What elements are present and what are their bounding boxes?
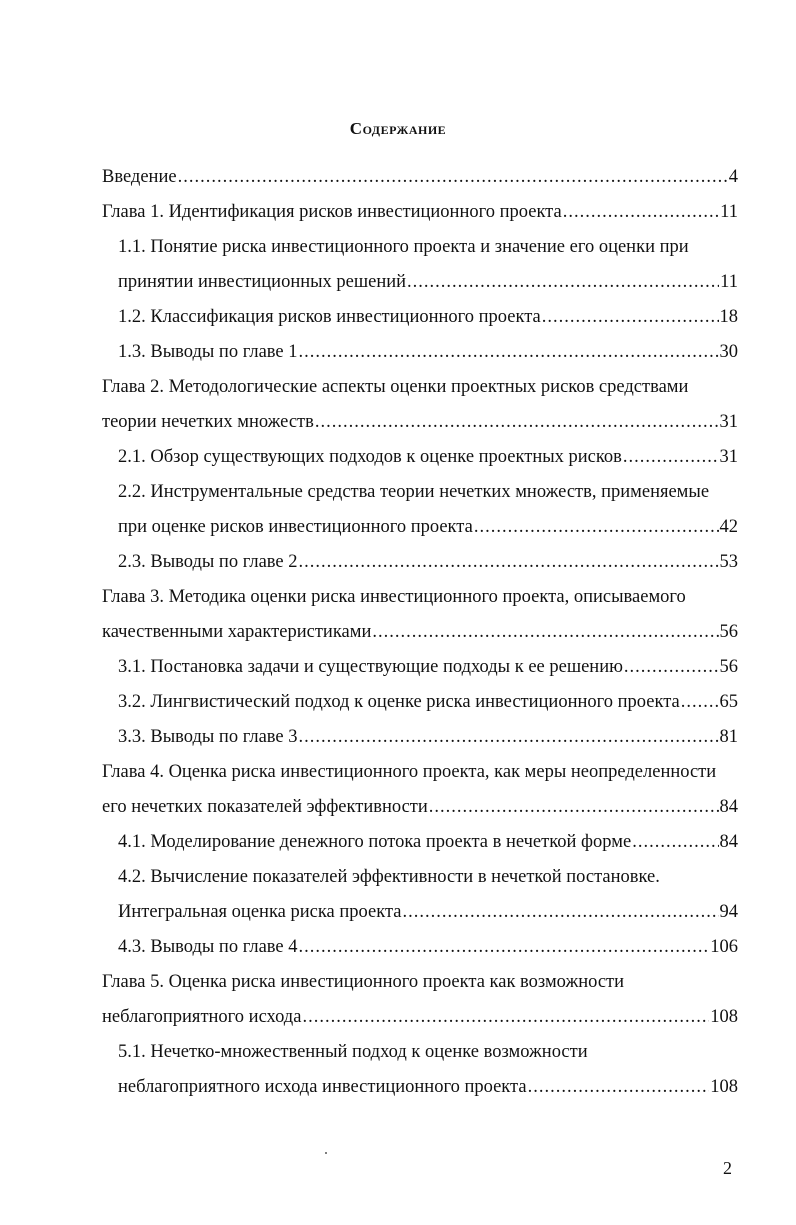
toc-entry[interactable] <box>102 195 738 230</box>
toc-entry-text: 5.1. Нечетко-множественный подход к оценке возможности <box>118 1042 588 1062</box>
toc-entry-text: 2.1. Обзор существующих подходов к оценке проектных рисков <box>118 447 622 467</box>
toc-leader-dots <box>474 510 719 545</box>
toc-page-number: 81 <box>719 727 738 747</box>
toc-entry-text: 1.3. Выводы по главе 1 <box>118 342 298 362</box>
toc-entry-text: принятии инвестиционных решений <box>118 272 407 292</box>
toc-entry[interactable] <box>118 335 738 370</box>
toc-entry[interactable] <box>102 965 738 1000</box>
toc-leader-dots <box>429 790 719 825</box>
toc-entry[interactable] <box>118 1035 738 1070</box>
toc-entry[interactable] <box>118 440 738 475</box>
toc-entry[interactable] <box>118 475 738 510</box>
page-number: 2 <box>723 1158 732 1178</box>
toc-leader-dots <box>563 195 719 230</box>
toc-entry-text: 4.3. Выводы по главе 4 <box>118 937 298 957</box>
toc-entry-text: Введение <box>102 167 177 187</box>
toc-entry[interactable] <box>118 860 738 895</box>
toc-entry[interactable] <box>118 720 738 755</box>
toc-entry-text: 2.2. Инструментальные средства теории нечетких множеств, применяемые <box>118 482 710 502</box>
toc-leader-dots <box>623 440 719 475</box>
toc-leader-dots <box>681 685 719 720</box>
page-title: Содержание <box>349 119 447 138</box>
toc-page-number: 84 <box>719 832 738 852</box>
toc-entry-text: неблагоприятного исхода инвестиционного проекта <box>118 1077 527 1097</box>
toc-entry[interactable] <box>118 510 738 545</box>
toc-leader-dots <box>372 615 718 650</box>
toc-entry[interactable] <box>102 370 738 405</box>
toc-page-number: 84 <box>719 797 738 817</box>
toc-entry-text: его нечетких показателей эффективности <box>102 797 428 817</box>
toc-entry[interactable] <box>102 160 738 195</box>
toc-page-number: 56 <box>719 622 738 642</box>
toc-leader-dots <box>299 720 719 755</box>
toc-leader-dots <box>542 300 719 335</box>
toc-entry-text: теории нечетких множеств <box>102 412 314 432</box>
toc-leader-dots <box>632 825 718 860</box>
toc-entry[interactable] <box>118 545 738 580</box>
toc-entry-text: неблагоприятного исхода <box>102 1007 302 1027</box>
toc-entry-text: Глава 1. Идентификация рисков инвестиционного проекта <box>102 202 562 222</box>
toc-page-number: 65 <box>719 692 738 712</box>
toc-page-number: 42 <box>719 517 738 537</box>
toc-entry[interactable] <box>118 685 738 720</box>
toc-entry-text: Интегральная оценка риска проекта <box>118 902 402 922</box>
toc-entry[interactable] <box>118 300 738 335</box>
toc-leader-dots <box>299 930 710 965</box>
toc-page-number: 53 <box>719 552 738 572</box>
toc-entry[interactable] <box>118 650 738 685</box>
toc-page-number: 4 <box>728 167 738 187</box>
toc-entry-text: Глава 4. Оценка риска инвестиционного проекта, как меры неопределенности <box>102 762 717 782</box>
toc-entry-text: 3.3. Выводы по главе 3 <box>118 727 298 747</box>
toc-page-number: 56 <box>719 657 738 677</box>
toc-entry[interactable] <box>102 615 738 650</box>
toc-entry[interactable] <box>118 265 738 300</box>
toc-leader-dots <box>302 1000 709 1035</box>
toc-entry-text: 1.1. Понятие риска инвестиционного проекта и значение его оценки при <box>118 237 689 257</box>
toc-leader-dots <box>624 650 719 685</box>
toc-page-number: 31 <box>719 447 738 467</box>
toc-entry[interactable] <box>118 1070 738 1105</box>
toc-entry[interactable] <box>118 230 738 265</box>
toc-entry-text: при оценке рисков инвестиционного проекта <box>118 517 473 537</box>
toc-leader-dots <box>528 1070 710 1105</box>
toc-leader-dots <box>178 160 728 195</box>
toc-entry-text: 3.2. Лингвистический подход к оценке риска инвестиционного проекта <box>118 692 680 712</box>
toc-page-number: 31 <box>719 412 738 432</box>
toc-leader-dots <box>299 545 719 580</box>
toc-page-number: 11 <box>720 272 738 292</box>
toc-leader-dots <box>403 895 719 930</box>
toc-entry[interactable] <box>118 895 738 930</box>
toc-entry[interactable] <box>118 930 738 965</box>
scan-speck <box>325 1152 327 1154</box>
toc-page-number: 11 <box>720 202 738 222</box>
toc-entry-text: Глава 3. Методика оценки риска инвестиционного проекта, описываемого <box>102 587 686 607</box>
toc-page-number: 94 <box>719 902 738 922</box>
toc-leader-dots <box>315 405 719 440</box>
toc-entry[interactable] <box>102 1000 738 1035</box>
toc-entry-text: Глава 2. Методологические аспекты оценки проектных рисков средствами <box>102 377 689 397</box>
toc-entry[interactable] <box>102 580 738 615</box>
toc-entry-text: 4.2. Вычисление показателей эффективности в нечеткой постановке. <box>118 867 660 887</box>
toc-page-number: 18 <box>719 307 738 327</box>
toc-page-number: 108 <box>710 1007 738 1027</box>
toc-page-number: 30 <box>719 342 738 362</box>
toc-entry-text: 2.3. Выводы по главе 2 <box>118 552 298 572</box>
toc-page-number: 108 <box>710 1077 738 1097</box>
toc-leader-dots <box>407 265 719 300</box>
toc-entry-text: Глава 5. Оценка риска инвестиционного проекта как возможности <box>102 972 625 992</box>
toc-entry-text: качественными характеристиками <box>102 622 372 642</box>
toc-entry[interactable] <box>102 790 738 825</box>
toc-entry-text: 4.1. Моделирование денежного потока проекта в нечеткой форме <box>118 832 632 852</box>
toc-entry[interactable] <box>102 755 738 790</box>
toc-entry-text: 3.1. Постановка задачи и существующие подходы к ее решению <box>118 657 623 677</box>
toc-entry-text: 1.2. Классификация рисков инвестиционного проекта <box>118 307 541 327</box>
toc-entry[interactable] <box>102 405 738 440</box>
toc-leader-dots <box>299 335 719 370</box>
toc-entry[interactable] <box>118 825 738 860</box>
toc-page-number: 106 <box>710 937 738 957</box>
